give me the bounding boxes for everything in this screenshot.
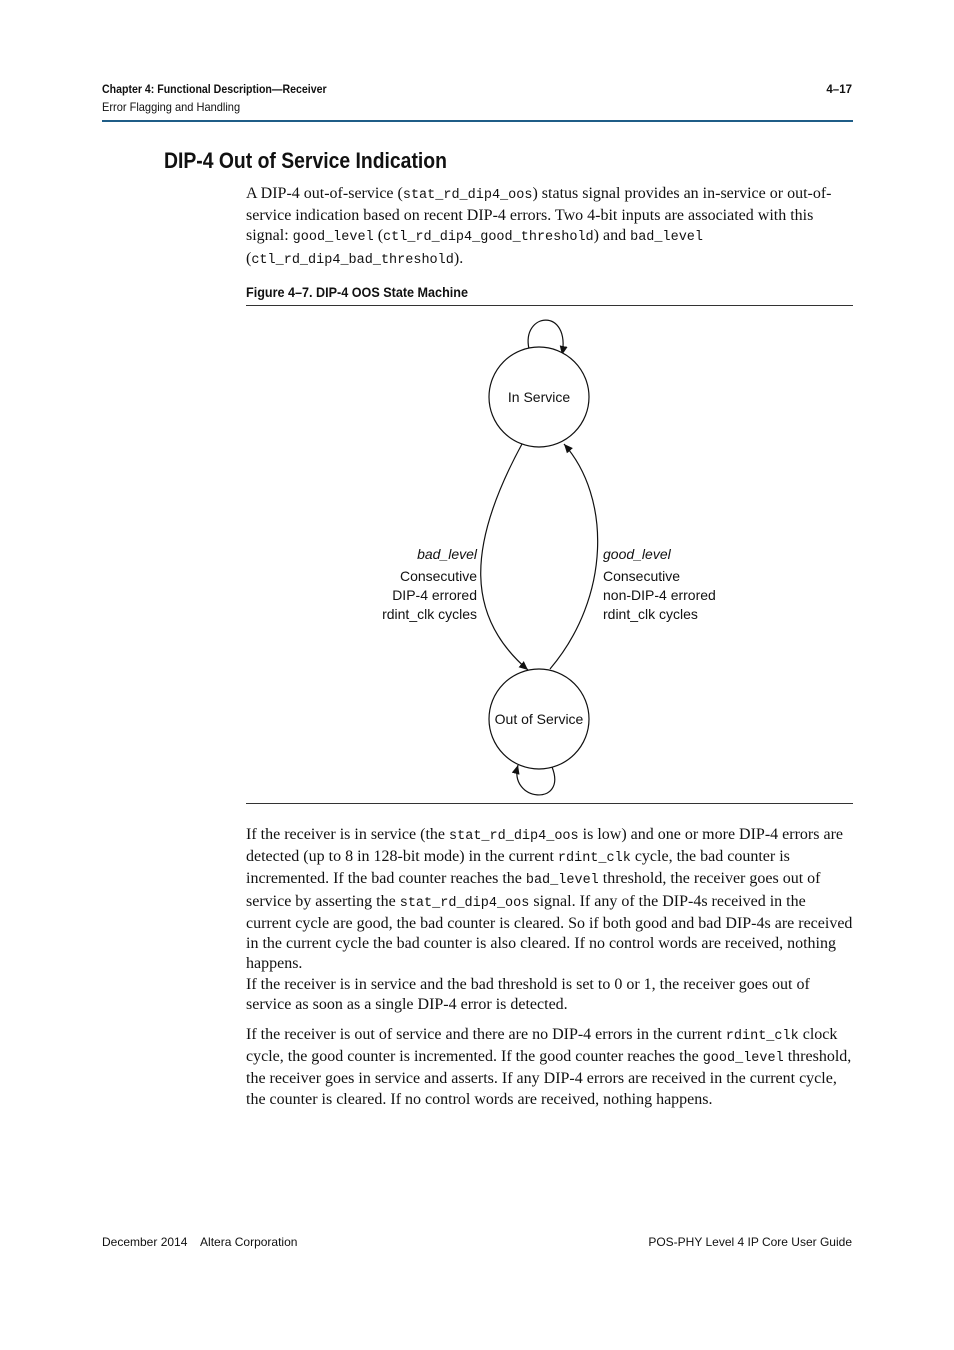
header-chapter: Chapter 4: Functional Description—Receiver [102,84,327,96]
intro-paragraph: A DIP-4 out-of-service (stat_rd_dip4_oos) status signal provides an in-service or out-of-service indication based on recent DIP-4 errors. Two 4-bit inputs are associated with this signal: good_level (ctl_rd_dip4_good_threshold) and bad_level (ctl_rd_dip4_bad_threshold). [246,185,832,268]
section-title: DIP-4 Out of Service Indication [164,148,447,173]
good-level-transition-arrow [550,444,598,669]
footer-date-company: December 2014 Altera Corporation [102,1235,298,1249]
header-rule [102,120,853,122]
state-machine-diagram [246,307,853,802]
out-of-service-label: Out of Service [494,711,584,727]
figure-caption: Figure 4–7. DIP-4 OOS State Machine [246,284,468,300]
good-level-desc-line2: non-DIP-4 errored [603,587,716,603]
bad-level-desc-line3: rdint_clk cycles [382,606,477,622]
header-page-number: 4–17 [826,84,852,96]
figure-bottom-rule [246,803,853,804]
body-paragraph-1: If the receiver is in service (the stat_rd_dip4_oos is low) and one or more DIP-4 errors are detected (up to 8 in 128-bit mode) in the current rdint_clk cycle, the bad counter is incremented. If the bad counter reaches the bad_level threshold, the receiver goes out of service by asserting the stat_rd_dip4_oos signal. If any of the DIP-4s received in the current cycle are good, the bad counter is cleared. So if both good and bad DIP-4s are received in the current cycle the bad counter is also cleared. If no control words are received, nothing happens. [246,826,853,973]
header-section: Error Flagging and Handling [102,100,241,114]
good-level-label: good_level [603,546,671,562]
bad-level-transition-arrow [481,444,528,670]
good-level-desc-line1: Consecutive [603,568,681,584]
bad-level-desc-line1: Consecutive [399,568,477,584]
body-paragraph-3: If the receiver is out of service and there are no DIP-4 errors in the current rdint_clk clock cycle, the good counter is incremented. If the good counter reaches the good_level threshold, the receiver goes in service and asserts. If any DIP-4 errors are received in the current cycle, the counter is cleared. If no control words are received, nothing happens. [246,1026,852,1108]
body-paragraph-2: If the receiver is in service and the bad threshold is set to 0 or 1, the receiver goes out of service as soon as a single DIP-4 error is detected. [246,976,810,1014]
bad-level-label: bad_level [417,546,477,562]
good-level-desc-line3: rdint_clk cycles [603,606,698,622]
bad-level-desc-line2: DIP-4 errored [392,587,477,603]
in-service-label: In Service [507,389,571,405]
figure-top-rule [246,305,853,306]
footer-guide-title: POS-PHY Level 4 IP Core User Guide [648,1235,852,1249]
